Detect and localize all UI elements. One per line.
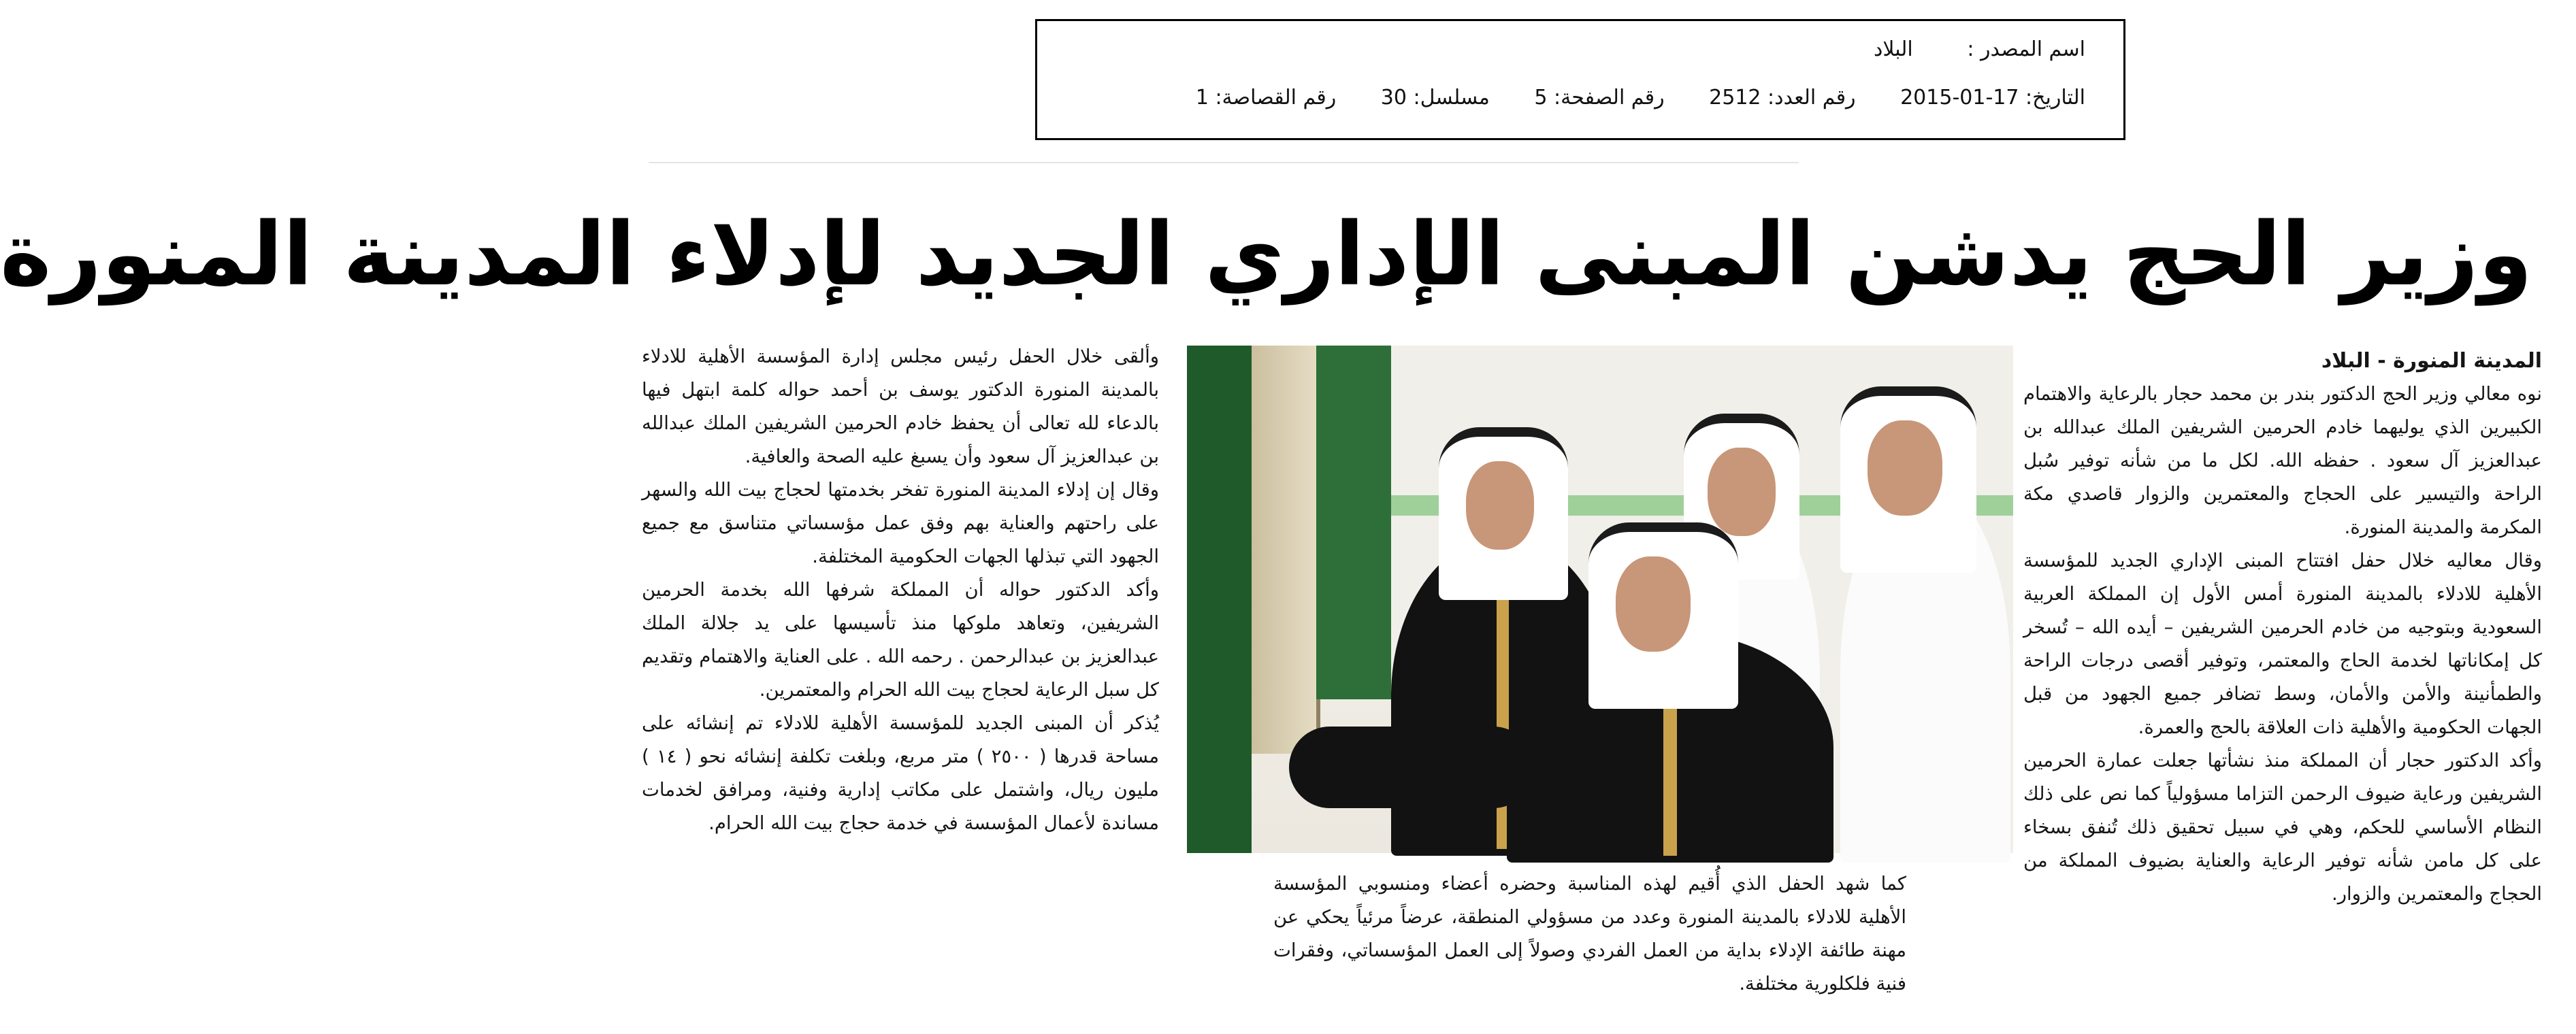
details-line <box>1196 86 2085 110</box>
photo-face <box>1868 420 1942 516</box>
paragraph: يُذكر أن المبنى الجديد للمؤسسة الأهلية للادلاء تم إنشائه على مساحة قدرها ( ٢٥٠٠ ) متر مربع، وبلغت تكلفة إنشائه نحو ( ١٤ ) مليون ريال، واشتمل على مكاتب إدارية وفنية، ومرافق لخدمات مساندة لأعمال المؤسسة في خدمة حجاج بيت الله الحرام. <box>642 712 1159 834</box>
article-column-right <box>2023 344 2542 911</box>
byline: المدينة المنورة - البلاد <box>2321 349 2542 373</box>
headline: وزير الحج يدشن المبنى الإداري الجديد لإدلاء المدينة المنورة <box>0 204 2532 305</box>
photo-curtain <box>1316 346 1391 699</box>
paragraph: وقال معاليه خلال حفل افتتاح المبنى الإداري الجديد للمؤسسة الأهلية للادلاء بالمدينة المنورة أمس الأول إن المملكة العربية السعودية وبتوجيه من خادم الحرمين الشريفين – أيده الله – تُسخر كل إمكاناتها لخدمة الحاج والمعتمر، وتوفير أقصى درجات الراحة والطمأنينة والأمن والأمان، وسط تضافر جميع الجهود من قبل الجهات الحكومية والأهلية ذات العلاقة بالحج والعمرة. <box>2023 550 2542 738</box>
paragraph: نوه معالي وزير الحج الدكتور بندر بن محمد حجار بالرعاية والاهتمام الكبيرين الذي يوليهما خادم الحرمين الشريفين الملك عبدالله بن عبدالعزيز آل سعود . حفظه الله. لكل ما من شأنه توفير سُبل الراحة والتيسير على الحجاج والمعتمرين والزوار قاصدي مكة المكرمة والمدينة المنورة. <box>2023 383 2542 538</box>
photo-face <box>1616 556 1691 652</box>
paragraph: وأكد الدكتور حجار أن المملكة منذ نشأتها جعلت عمارة الحرمين الشريفين ورعاية ضيوف الرحمن التزاما مسؤولياً كما نص على ذلك النظام الأساسي للحكم، وهي في سبيل تحقيق ذلك تُنفق بسخاء على كل مامن شأنه توفير الرعاية والعناية بضيوف المملكة من الحجاج والمعتمرين والزوار. <box>2023 750 2542 905</box>
source-line <box>1874 37 2085 61</box>
photo-plaque <box>1252 346 1320 754</box>
photo-face <box>1708 448 1776 536</box>
photo-arm <box>1289 727 1534 808</box>
paragraph: كما شهد الحفل الذي أُقيم لهذه المناسبة وحضره أعضاء ومنسوبي المؤسسة الأهلية للادلاء بالمدينة المنورة وعدد من مسؤولي المنطقة، عرضاً مرئياً يحكي عن مهنة طائفة الإدلاء بداية من العمل الفردي وصولاً إلى العمل المؤسساتي، وفقرات فنية فلكلورية مختلفة. <box>1273 873 1906 995</box>
article-column-left <box>642 340 1159 840</box>
issue-field: رقم العدد: 2512 <box>1709 86 1856 110</box>
paragraph: وأكد الدكتور حواله أن المملكة شرفها الله بخدمة الحرمين الشريفين، وتعاهد ملوكها منذ تأسيسها على يد جلالة الملك عبدالعزيز بن عبدالرحمن . رحمه الله . على العناية والاهتمام وتقديم كل سبل الرعاية لحجاج بيت الله الحرام والمعتمرين. <box>642 579 1159 701</box>
photo-face <box>1466 461 1534 550</box>
photo-green-banner <box>1187 346 1252 853</box>
source-info-box <box>1035 19 2125 140</box>
paragraph: وألقى خلال الحفل رئيس مجلس إدارة المؤسسة الأهلية للادلاء بالمدينة المنورة الدكتور يوسف بن أحمد حواله كلمة ابتهل فيها بالدعاء لله تعالى أن يحفظ خادم الحرمين الشريفين الملك عبدالله بن عبدالعزيز آل سعود وأن يسبغ عليه الصحة والعافية. <box>642 346 1159 467</box>
page-field: رقم الصفحة: 5 <box>1534 86 1665 110</box>
article-column-middle <box>1273 867 1906 1001</box>
date-field: التاريخ: 17-01-2015 <box>1900 86 2085 110</box>
source-value: البلاد <box>1873 37 1913 61</box>
article-photo <box>1187 346 2013 853</box>
clip-field: رقم القصاصة: 1 <box>1195 86 1337 110</box>
serial-field: مسلسل: 30 <box>1380 86 1490 110</box>
divider-rule <box>649 162 1799 163</box>
source-label: اسم المصدر : <box>1967 37 2085 61</box>
paragraph: وقال إن إدلاء المدينة المنورة تفخر بخدمتها لحجاج بيت الله والسهر على راحتهم والعناية بهم وفق عمل مؤسساتي متناسق مع جميع الجهود التي تبذلها الجهات الحكومية المختلفة. <box>642 479 1159 567</box>
